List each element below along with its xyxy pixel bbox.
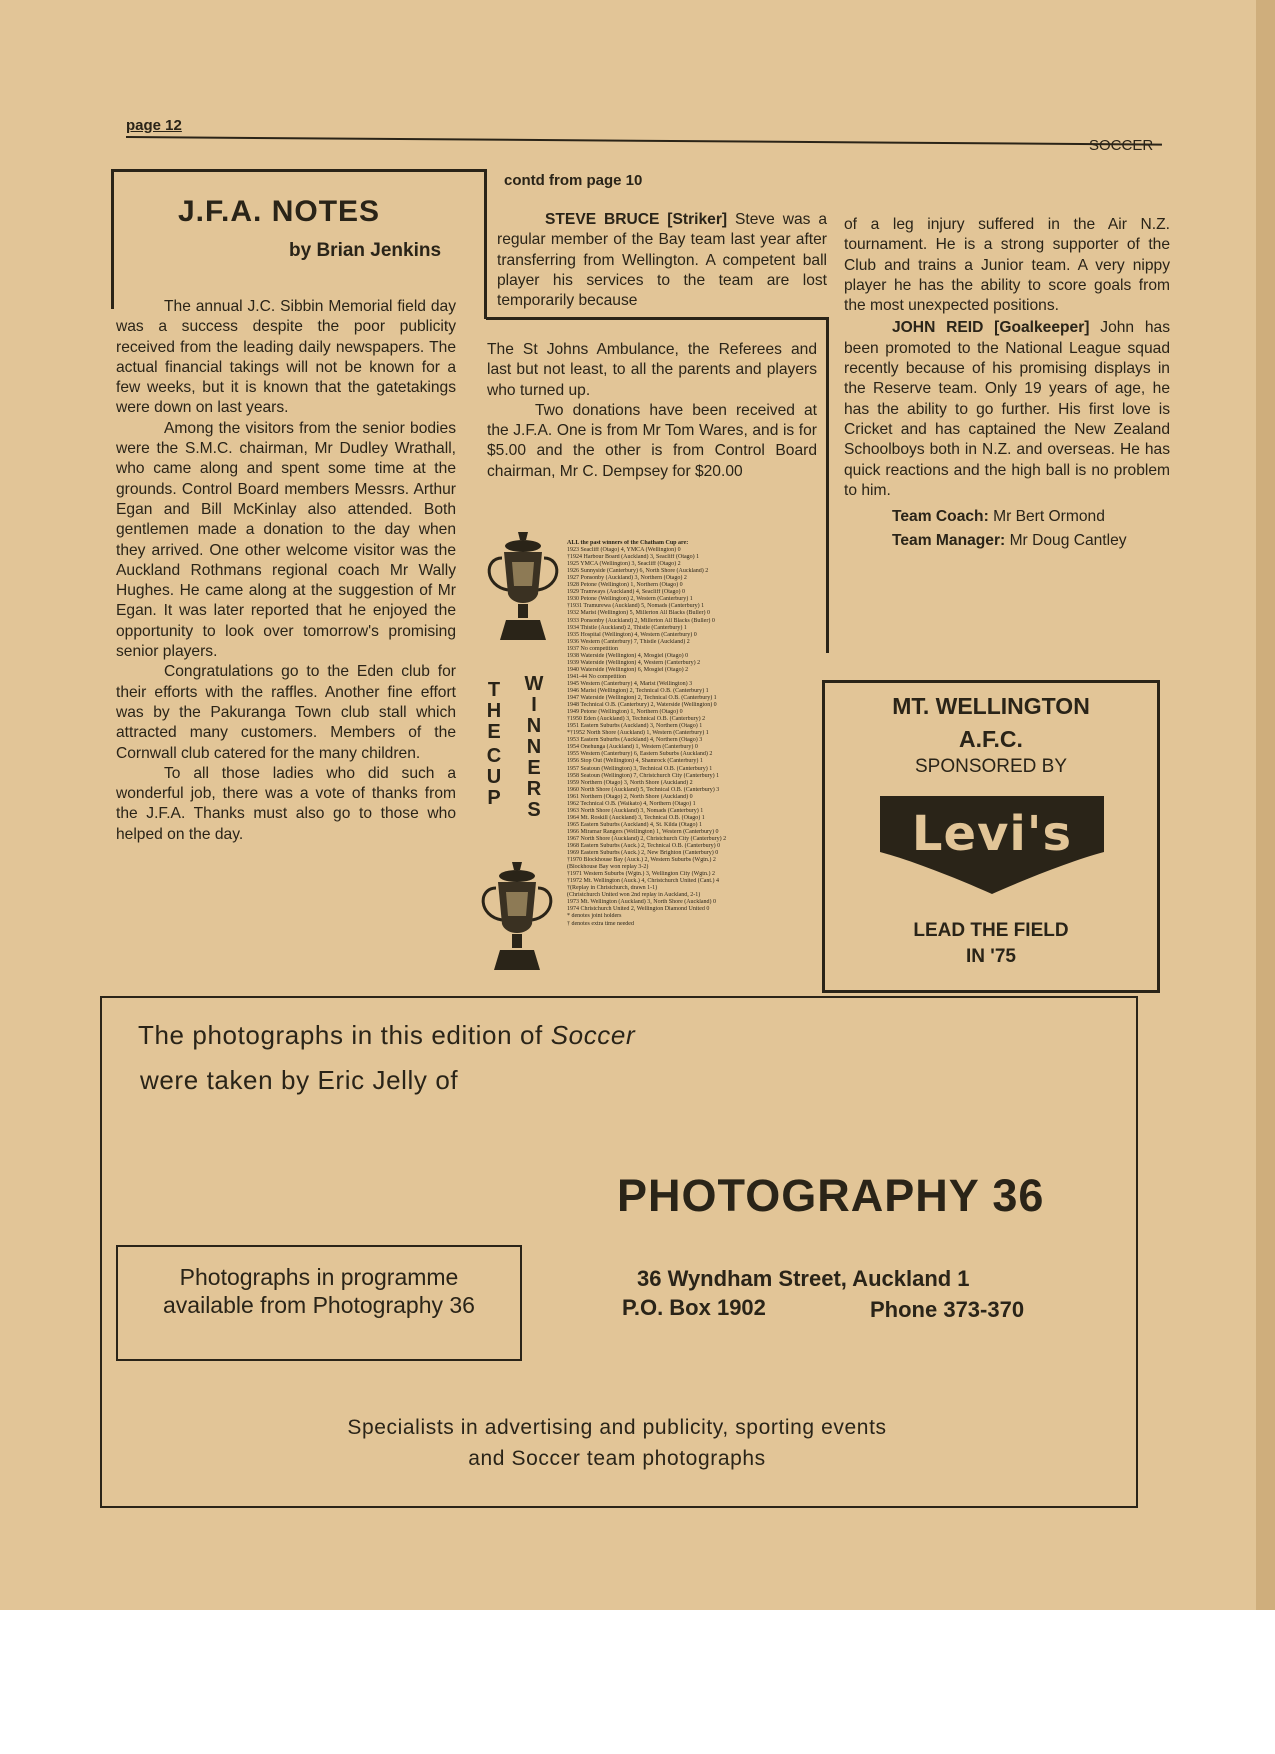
cup-heading-the bbox=[484, 680, 504, 743]
john-reid-name: JOHN REID [Goalkeeper] bbox=[892, 319, 1090, 337]
cup-heading-letter: R bbox=[526, 778, 542, 800]
jfa-paragraph: To all those ladies who did such a wonderful job, there was a vote of thanks from the J.F.A. Thanks must also go to those who helped on the day. bbox=[116, 764, 456, 843]
cup-winner-line: 1949 Petone (Wellington) 1, Northern (Otago) 0 bbox=[567, 709, 683, 716]
section-label: SOCCER bbox=[1089, 137, 1154, 154]
photography-specialists-2: and Soccer team photographs bbox=[468, 1447, 766, 1470]
photography-address: 36 Wyndham Street, Auckland 1 bbox=[637, 1266, 970, 1291]
cup-winner-line: (Blockhouse Bay won replay 3-2) bbox=[567, 864, 649, 871]
cup-winner-line: †1931 Tramurewa (Auckland) 5, Nomads (Canterbury) 1 bbox=[567, 603, 705, 610]
cup-winner-line: 1969 Eastern Suburbs (Auck.) 2, New Brighton (Canterbury) 0 bbox=[567, 850, 719, 857]
cup-winner-line: †1972 Mt. Wellington (Auck.) 4, Christchurch United (Cant.) 4 bbox=[567, 878, 720, 885]
cup-heading-letter: U bbox=[486, 766, 502, 788]
cup-winner-line: 1967 North Shore (Auckland) 2, Christchurch City (Canterbury) 2 bbox=[567, 835, 727, 842]
cup-winner-line: 1963 North Shore (Auckland) 3, Nomads (Canterbury) 1 bbox=[567, 807, 704, 814]
cup-winner-line: 1938 Waterside (Wellington) 4, Mosgiel (Otago) 0 bbox=[567, 652, 689, 659]
title-box-right bbox=[484, 169, 487, 319]
player-profiles-column bbox=[844, 215, 1170, 552]
cup-winner-line: † denotes extra time needed bbox=[567, 920, 634, 927]
manager-name: Mr Doug Cantley bbox=[1005, 532, 1127, 550]
cup-winner-line: †1971 Western Suburbs (Wgtn.) 3, Wellington City (Wgtn.) 2 bbox=[567, 871, 715, 878]
cup-heading-letter: W bbox=[524, 673, 544, 695]
cup-winner-line: 1957 Seatoun (Wellington) 3, Technical O.B. (Canterbury) 1 bbox=[567, 765, 713, 772]
cup-winner-line: * denotes joint holders bbox=[567, 913, 622, 920]
cup-winner-line: 1964 Mt. Roskill (Auckland) 3, Technical O.B. (Otago) 1 bbox=[567, 814, 705, 821]
levis-ad-afc: A.F.C. bbox=[959, 726, 1023, 752]
cup-winners-list bbox=[567, 540, 805, 928]
cup-winner-line: 1939 Waterside (Wellington) 4, Western (Canterbury) 2 bbox=[567, 659, 701, 666]
cup-winner-line: 1966 Miramar Rangers (Wellington) 1, Western (Canterbury) 0 bbox=[567, 828, 719, 835]
trophy-icon bbox=[476, 858, 558, 978]
cup-heading-letter: N bbox=[526, 715, 542, 737]
jfa-paragraph: Two donations have been received at the J.F.A. One is from Mr Tom Wares, and is for $5.00 and the other is from Control Board chairman, Mr C. Dempsey for $20.00 bbox=[487, 401, 817, 480]
cup-winner-line: 1955 Western (Canterbury) 6, Eastern Suburbs (Auckland) 2 bbox=[567, 751, 713, 758]
profile-box-divider bbox=[826, 317, 829, 653]
photography-phone: Phone 373-370 bbox=[870, 1297, 1025, 1322]
cup-winner-line: 1940 Waterside (Wellington) 6, Mosgiel (Otago) 2 bbox=[567, 666, 689, 673]
steve-bruce-text-cont: of a leg injury suffered in the Air N.Z. tournament. He is a strong supporter of the Club and trains a Junior team. A very nippy player he has the ability to score goals from the most unexpected positions. bbox=[844, 216, 1170, 315]
cup-winner-line: 1927 Ponsonby (Auckland) 3, Northern (Otago) 2 bbox=[567, 575, 687, 582]
levis-tagline-2: IN '75 bbox=[966, 946, 1016, 967]
jfa-notes-column bbox=[116, 297, 456, 845]
levis-tagline-1: LEAD THE FIELD bbox=[913, 920, 1069, 941]
cup-winner-line: 1945 Western (Canterbury) 4, Marist (Wellington) 3 bbox=[567, 680, 693, 687]
cup-winner-line: 1930 Petone (Wellington) 2, Western (Canterbury) 1 bbox=[567, 596, 693, 603]
cup-winner-line: †1970 Blockhouse Bay (Auck.) 2, Western Suburbs (Wgtn.) 2 bbox=[567, 857, 716, 864]
cup-heading-letter: C bbox=[486, 745, 502, 767]
cup-winner-line: 1936 Western (Canterbury) 7, Thistle (Auckland) 2 bbox=[567, 638, 690, 645]
jfa-title: J.F.A. NOTES bbox=[178, 195, 381, 228]
cup-winner-line: 1953 Eastern Suburbs (Auckland) 4, Northern (Otago) 3 bbox=[567, 737, 703, 744]
jfa-paragraph: The annual J.C. Sibbin Memorial field day was a success despite the poor publicity received from the leading daily newspapers. The actual financial takings will not be known for a few weeks, but it is known that the gatetakings were down on last years. bbox=[116, 298, 456, 417]
cup-winner-line: 1962 Technical O.B. (Waikato) 4, Northern (Otago) 1 bbox=[567, 800, 696, 807]
cup-winner-line: 1974 Christchurch United 2, Wellington Diamond United 0 bbox=[567, 906, 710, 913]
cup-heading-letter: I bbox=[531, 694, 537, 716]
contd-label: contd from page 10 bbox=[504, 172, 643, 189]
coach-name: Mr Bert Ormond bbox=[988, 508, 1105, 526]
coach-label: Team Coach: bbox=[892, 508, 989, 526]
page-edge bbox=[1256, 0, 1275, 1610]
levis-ad-sponsored: SPONSORED BY bbox=[914, 756, 1068, 777]
cup-heading-letter: T bbox=[487, 679, 501, 701]
cup-heading-letter: S bbox=[527, 799, 541, 821]
steve-bruce-name: STEVE BRUCE [Striker] bbox=[545, 211, 728, 228]
cup-winner-line: 1928 Petone (Wellington) 1, Northern (Otago) 0 bbox=[567, 582, 683, 589]
programme-photos-line2: available from Photography 36 bbox=[163, 1292, 475, 1318]
jfa-byline: by Brian Jenkins bbox=[289, 240, 442, 261]
cup-winner-line: 1954 Onehunga (Auckland) 1, Western (Canterbury) 0 bbox=[567, 744, 698, 751]
photo-credit-line1 bbox=[138, 1020, 635, 1051]
cup-winner-line: 1935 Hospital (Wellington) 4, Western (Canterbury) 0 bbox=[567, 631, 697, 638]
jfa-paragraph: Among the visitors from the senior bodies were the S.M.C. chairman, Mr Dudley Wrathall, who came along and spent some time at the grounds. Control Board members Messrs. Arthur Egan and Bill McKinlay also attended. Both gentlemen made a donation to the day when they arrived. One other welcome visitor was the Auckland Rothmans regional coach Mr Wally Hughes. He came along at the suggestion of Mr Egan. It was later reported that he enjoyed the opportunity to look over tomorrow's promising senior players. bbox=[116, 419, 456, 661]
cup-heading-winners bbox=[524, 674, 544, 821]
cup-winner-line: †1950 Eden (Auckland) 3, Technical O.B. (Canterbury) 2 bbox=[567, 716, 706, 723]
cup-winners-intro: ALL the past winners of the Chatham Cup are: bbox=[567, 540, 689, 546]
cup-winner-line: 1946 Marist (Wellington) 2, Technical O.B. (Canterbury) 1 bbox=[567, 687, 709, 694]
cup-heading-letter: H bbox=[486, 700, 502, 722]
cup-winner-line: 1925 YMCA (Wellington) 3, Seacliff (Otago) 2 bbox=[567, 561, 681, 568]
cup-winner-line: 1951 Eastern Suburbs (Auckland) 3, Northern (Otago) 1 bbox=[567, 723, 703, 730]
cup-winner-line: 1933 Ponsonby (Auckland) 2, Millerton All Blacks (Buller) 0 bbox=[567, 617, 715, 624]
steve-bruce-profile bbox=[497, 210, 827, 311]
photography-pobox: P.O. Box 1902 bbox=[622, 1295, 766, 1320]
cup-winner-line: 1956 Stop Out (Wellington) 4, Shamrock (Canterbury) 1 bbox=[567, 758, 703, 765]
cup-winner-line: †(Replay in Christchurch, drawn 1-1) bbox=[567, 885, 658, 892]
cup-winner-line: 1929 Tramways (Auckland) 4, Seacliff (Otago) 0 bbox=[567, 589, 686, 596]
page-number: page 12 bbox=[126, 117, 182, 134]
trophy-icon bbox=[482, 528, 564, 648]
cup-winner-line: 1926 Sunnyside (Canterbury) 6, North Shore (Auckland) 2 bbox=[567, 568, 709, 575]
cup-winner-line: 1923 Seacliff (Otago) 4, YMCA (Wellington) 0 bbox=[567, 547, 681, 554]
jfa-continued-column bbox=[487, 340, 817, 482]
profile-box-bottom bbox=[486, 317, 828, 320]
title-box-top bbox=[111, 169, 486, 172]
cup-winner-line: 1947 Waterside (Wellington) 2, Technical O.B. (Canterbury) 1 bbox=[567, 695, 717, 702]
steve-bruce-text: Steve was a regular member of the Bay team last year after transferring from Wellington. A competent ball player his services to the team are lost temporarily because bbox=[497, 211, 827, 310]
cup-winner-line: 1965 Eastern Suburbs (Auckland) 4, St. Kilda (Otago) 1 bbox=[567, 821, 702, 828]
cup-winner-line: *†1952 North Shore (Auckland) 1, Western (Canterbury) 1 bbox=[567, 730, 709, 737]
cup-winner-line: 1937 No competition bbox=[567, 645, 618, 652]
cup-heading-letter: N bbox=[526, 736, 542, 758]
title-box-left bbox=[111, 169, 114, 309]
cup-winner-line: 1958 Seatoun (Wellington) 7, Christchurch City (Canterbury) 1 bbox=[567, 772, 720, 779]
cup-winner-line: 1932 Marist (Wellington) 5, Millerton All Blacks (Buller) 0 bbox=[567, 610, 710, 617]
photo-credit-text: The photographs in this edition of bbox=[138, 1020, 551, 1050]
cup-heading-letter: E bbox=[487, 721, 501, 743]
photography-specialists-1: Specialists in advertising and publicity, sporting events bbox=[347, 1416, 887, 1439]
levis-ad-club: MT. WELLINGTON bbox=[892, 693, 1090, 719]
cup-winner-line: 1973 Mt. Wellington (Auckland) 3, North Shore (Auckland) 0 bbox=[567, 899, 717, 906]
photo-credit-soccer: Soccer bbox=[550, 1020, 636, 1050]
cup-winner-line: 1959 Northern (Otago) 3, North Shore (Auckland) 2 bbox=[567, 779, 693, 786]
cup-winner-line: 1948 Technical O.B. (Canterbury) 2, Waterside (Wellington) 0 bbox=[567, 702, 717, 709]
john-reid-text: John has been promoted to the National League squad recently because of his promising displays in the Reserve team. Only 19 years of age, he has the ability to go further. His first love is Cricket and has captained the New Zealand Schoolboys both in N.Z. and overseas. He has quick reactions and the high ball is no problem to him. bbox=[844, 319, 1171, 499]
cup-winner-line: †1924 Harbour Board (Auckland) 3, Seacliff (Otago) 1 bbox=[567, 554, 700, 561]
cup-winner-line: 1960 North Shore (Auckland) 5, Technical O.B. (Canterbury) 3 bbox=[567, 786, 720, 793]
jfa-paragraph: The St Johns Ambulance, the Referees and last but not least, to all the parents and players who turned up. bbox=[487, 341, 817, 399]
cup-heading-letter: P bbox=[487, 787, 501, 809]
cup-winner-line: 1968 Eastern Suburbs (Auck.) 2, Technical O.B. (Canterbury) 0 bbox=[567, 843, 721, 850]
cup-heading-cup bbox=[484, 746, 504, 809]
cup-winner-line: 1934 Thistle (Auckland) 2, Thistle (Canterbury) 1 bbox=[567, 624, 687, 631]
programme-photos-line1: Photographs in programme bbox=[179, 1264, 459, 1290]
cup-winner-line: (Christchurch United won 2nd replay in Auckland, 2-1) bbox=[567, 892, 701, 899]
manager-label: Team Manager: bbox=[892, 532, 1006, 550]
photo-credit-line2: were taken by Eric Jelly of bbox=[140, 1065, 459, 1095]
cup-winner-line: 1941-44 No competition bbox=[567, 673, 626, 680]
cup-heading-letter: E bbox=[527, 757, 541, 779]
levis-brand: Levi's bbox=[911, 806, 1073, 862]
cup-winner-line: 1961 Northern (Otago) 2, North Shore (Auckland) 0 bbox=[567, 793, 693, 800]
photography-company: PHOTOGRAPHY 36 bbox=[617, 1170, 1045, 1221]
jfa-paragraph: Congratulations go to the Eden club for their efforts with the raffles. Another fine effort was by the Pakuranga Town club stall which attracted many customers. Members of the Cornwall club catered for the many children. bbox=[116, 663, 456, 762]
